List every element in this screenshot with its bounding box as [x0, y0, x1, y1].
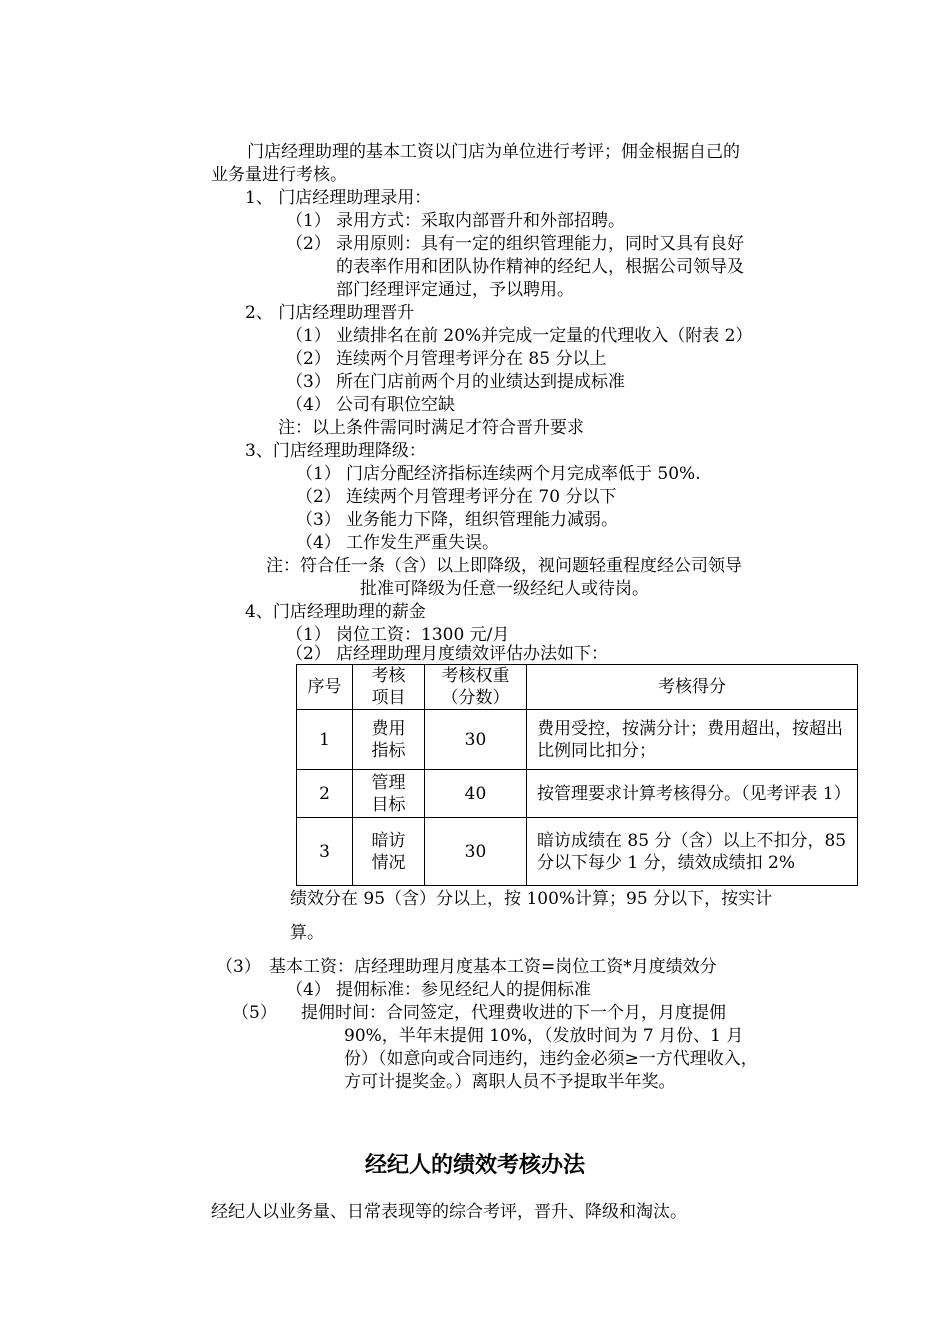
cell-weight: 30 [425, 818, 527, 886]
section-2-note: 注：以上条件需同时满足才符合晋升要求 [278, 418, 584, 438]
after-table-line-2: 算。 [290, 923, 324, 943]
cell-score: 按管理要求计算考核得分。（见考评表 1） [527, 770, 858, 818]
section-1-item-2: （2） 录用原则：具有一定的组织管理能力，同时又具有良好 [286, 234, 744, 254]
closing-paragraph: 经纪人以业务量、日常表现等的综合考评，晋升、降级和淘汰。 [211, 1202, 687, 1222]
header-item: 考核 项目 [353, 665, 425, 710]
cell-no: 3 [297, 818, 353, 886]
section-2-item-1: （1） 业绩排名在前 20%并完成一定量的代理收入（附表 2） [286, 326, 753, 346]
section-title: 经纪人的绩效考核办法 [364, 1152, 585, 1178]
cell-no: 1 [297, 710, 353, 770]
section-2-item-3: （3） 所在门店前两个月的业绩达到提成标准 [286, 372, 625, 392]
section-4-item-3: （3） 基本工资：店经理助理月度基本工资=岗位工资*月度绩效分 [216, 957, 717, 977]
section-3-heading: 3、门店经理助理降级： [245, 441, 426, 461]
header-score: 考核得分 [527, 665, 858, 710]
table-header-row [297, 665, 858, 710]
section-3-item-4: （4） 工作发生严重失误。 [296, 533, 499, 553]
section-4-item-5-cont-3: 方可计提奖金。）离职人员不予提取半年奖。 [344, 1072, 676, 1092]
cell-no: 2 [297, 770, 353, 818]
cell-score: 费用受控，按满分计；费用超出，按超出比例同比扣分； [527, 710, 858, 770]
section-3-item-2: （2） 连续两个月管理考评分在 70 分以下 [296, 487, 617, 507]
header-weight: 考核权重 （分数） [425, 665, 527, 710]
section-2-item-2: （2） 连续两个月管理考评分在 85 分以上 [286, 349, 607, 369]
section-1-item-1: （1） 录用方式：采取内部晋升和外部招聘。 [286, 211, 625, 231]
section-3-item-3: （3） 业务能力下降，组织管理能力减弱。 [296, 510, 618, 530]
section-1-heading: 1、 门店经理助理录用： [245, 188, 432, 208]
cell-item: 暗访 情况 [353, 818, 425, 886]
table-row [297, 770, 858, 818]
section-3-note-2: 批准可降级为任意一级经纪人或待岗。 [360, 579, 649, 599]
table-row [297, 710, 858, 770]
intro-line-2: 业务量进行考核。 [211, 165, 347, 185]
section-4-item-4: （4） 提佣标准：参见经纪人的提佣标准 [286, 980, 591, 1000]
section-2-heading: 2、 门店经理助理晋升 [245, 303, 415, 323]
cell-weight: 30 [425, 710, 527, 770]
section-1-item-2-cont-1: 的表率作用和团队协作精神的经纪人，根据公司领导及 [336, 257, 744, 277]
table-row [297, 818, 858, 886]
header-no: 序号 [297, 665, 353, 710]
performance-table [296, 664, 858, 886]
after-table-line-1: 绩效分在 95（含）分以上，按 100%计算；95 分以下，按实计 [290, 889, 773, 909]
section-2-item-4: （4） 公司有职位空缺 [286, 395, 455, 415]
cell-item: 管理 目标 [353, 770, 425, 818]
section-4-heading: 4、门店经理助理的薪金 [245, 602, 426, 622]
section-1-item-2-cont-2: 部门经理评定通过，予以聘用。 [336, 280, 574, 300]
section-3-item-1: （1） 门店分配经济指标连续两个月完成率低于 50%. [296, 464, 701, 484]
section-3-note-1: 注：符合任一条（含）以上即降级，视问题轻重程度经公司领导 [266, 556, 742, 576]
section-4-item-5: （5） 提佣时间：合同签定，代理费收进的下一个月，月度提佣 [232, 1003, 726, 1023]
section-4-item-5-cont-1: 90%，半年末提佣 10%，（发放时间为 7 月份、1 月 [344, 1026, 744, 1046]
cell-weight: 40 [425, 770, 527, 818]
section-4-item-5-cont-2: 份）（如意向或合同违约，违约金必须≥一方代理收入， [344, 1049, 758, 1069]
section-4-item-2: （2） 店经理助理月度绩效评估办法如下： [286, 644, 608, 664]
cell-score: 暗访成绩在 85 分（含）以上不扣分，85 分以下每少 1 分，绩效成绩扣 2% [527, 818, 858, 886]
intro-line-1: 门店经理助理的基本工资以门店为单位进行考评；佣金根据自己的 [247, 142, 740, 162]
section-4-item-1: （1） 岗位工资：1300 元/月 [286, 625, 510, 645]
cell-item: 费用 指标 [353, 710, 425, 770]
